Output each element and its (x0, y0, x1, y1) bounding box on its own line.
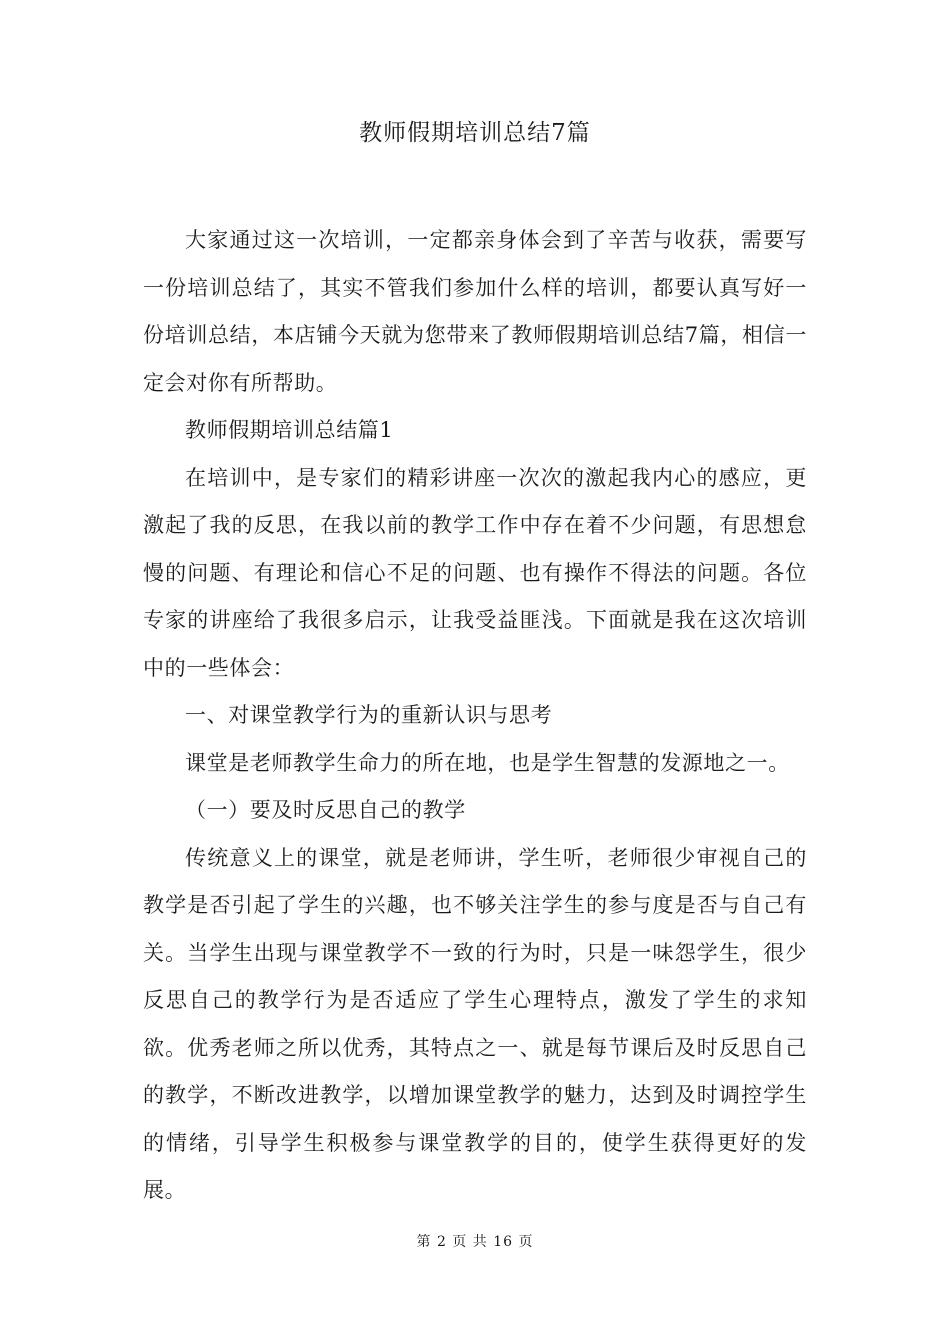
page-number-footer: 第 2 页 共 16 页 (416, 1234, 534, 1250)
document-title: 教师假期培训总结7篇 (359, 120, 591, 146)
subsection-heading-1: 一、对课堂教学行为的重新认识与思考 (185, 703, 553, 727)
subsection-heading-1-1: （一）要及时反思自己的教学 (185, 798, 466, 822)
body-paragraph: 课堂是老师教学生命力的所在地，也是学生智慧的发源地之一。 (185, 750, 790, 775)
document-body (143, 217, 807, 1215)
intro-paragraph: 大家通过这一次培训，一定都亲身体会到了辛苦与收获，需要写一份培训总结了，其实不管我们参加什么样的培训，都要认真写好一份培训总结，本店铺今天就为您带来了教师假期培训总结7篇，相信一定会对你有所帮助。 (143, 228, 807, 395)
body-paragraph: 传统意义上的课堂，就是老师讲，学生听，老师很少审视自己的教学是否引起了学生的兴趣，也不够关注学生的参与度是否与自己有关。当学生出现与课堂教学不一致的行为时，只是一味怨学生，很少反思自己的教学行为是否适应了学生心理特点，激发了学生的求知欲。优秀老师之所以优秀，其特点之一、就是每节课后及时反思自己的教学，不断改进教学，以增加课堂教学的魅力，达到及时调控学生的情绪，引导学生积极参与课堂教学的目的，使学生获得更好的发展。 (143, 845, 807, 1202)
body-paragraph: 在培训中，是专家们的精彩讲座一次次的激起我内心的感应，更激起了我的反思，在我以前的教学工作中存在着不少问题，有思想怠慢的问题、有理论和信心不足的问题、也有操作不得法的问题。各位专家的讲座给了我很多启示，让我受益匪浅。下面就是我在这次培训中的一些体会： (143, 465, 807, 680)
section-heading-part1: 教师假期培训总结篇1 (185, 418, 394, 442)
